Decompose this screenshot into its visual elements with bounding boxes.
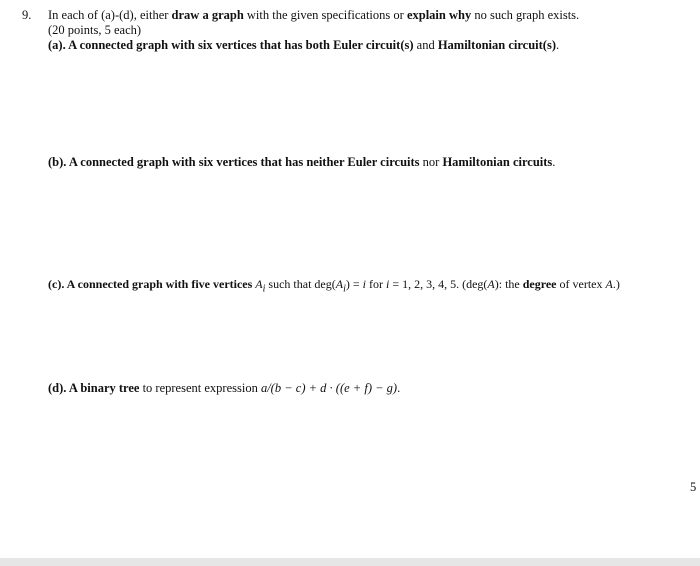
problem-points: (20 points, 5 each) <box>48 23 142 37</box>
part-c <box>48 277 620 296</box>
part-b-text-post: . <box>552 155 556 169</box>
part-c-text-mid: such that deg( <box>265 277 336 291</box>
part-c-vertex-a-2: A <box>605 277 613 291</box>
part-c-vertex-var-2: $A_i$ <box>335 277 346 295</box>
part-c-text-close: ): the <box>494 277 523 291</box>
part-c-i-var: i <box>362 277 366 291</box>
part-c-text-post: of vertex <box>556 277 606 291</box>
part-d <box>48 381 400 396</box>
part-c-label: (c). <box>48 277 65 291</box>
part-a-text-pre: A connected graph with six vertices that has both <box>65 38 334 52</box>
part-d-expression: a/(b − c) + d · ((e + f) − g) <box>260 381 398 395</box>
part-d-label: (d). <box>48 381 67 395</box>
problem-number: 9. <box>22 8 32 22</box>
intro-bold-explain: explain why <box>406 8 472 22</box>
part-d-text-post: . <box>397 381 401 395</box>
part-d-term-binary-tree: binary tree <box>80 381 140 395</box>
part-c-text-mid2: ) = <box>345 277 363 291</box>
part-b <box>48 155 555 170</box>
intro-text-pre: In each of (a)-(d), either <box>48 8 172 22</box>
part-d-text-mid: to represent expression <box>139 381 261 395</box>
part-b-text-mid: nor <box>419 155 443 169</box>
part-a-term-euler: Euler circuit(s) <box>333 38 414 52</box>
part-c-text-pre: A connected graph with five vertices <box>64 277 256 291</box>
part-a-text-post: . <box>556 38 560 52</box>
page-bottom-edge <box>0 558 700 566</box>
part-c-text-end: .) <box>612 277 620 291</box>
part-c-text-range: = 1, 2, 3, 4, 5. (deg( <box>389 277 488 291</box>
part-c-vertex-var: $A_i$ <box>255 277 266 295</box>
part-b-label: (b). <box>48 155 67 169</box>
intro-bold-draw: draw a graph <box>171 8 244 22</box>
problem-intro <box>48 8 579 23</box>
part-a-term-hamiltonian: Hamiltonian circuit(s) <box>437 38 556 52</box>
intro-text-mid: with the given specifications or <box>243 8 407 22</box>
part-c-vertex-a: A <box>487 277 495 291</box>
part-a-text-mid: and <box>413 38 438 52</box>
part-a-label: (a). <box>48 38 66 52</box>
part-b-text-pre: A connected graph with six vertices that has neither <box>66 155 348 169</box>
part-a <box>48 38 559 53</box>
part-c-term-degree: degree <box>522 277 557 291</box>
part-d-text-pre: A <box>66 381 81 395</box>
page-number: 5 <box>690 480 697 494</box>
intro-text-post: no such graph exists. <box>471 8 580 22</box>
part-c-text-for: for <box>365 277 386 291</box>
part-b-term-euler: Euler circuits <box>347 155 420 169</box>
part-b-term-hamiltonian: Hamiltonian circuits <box>442 155 553 169</box>
part-c-i-var-2: i <box>385 277 390 291</box>
